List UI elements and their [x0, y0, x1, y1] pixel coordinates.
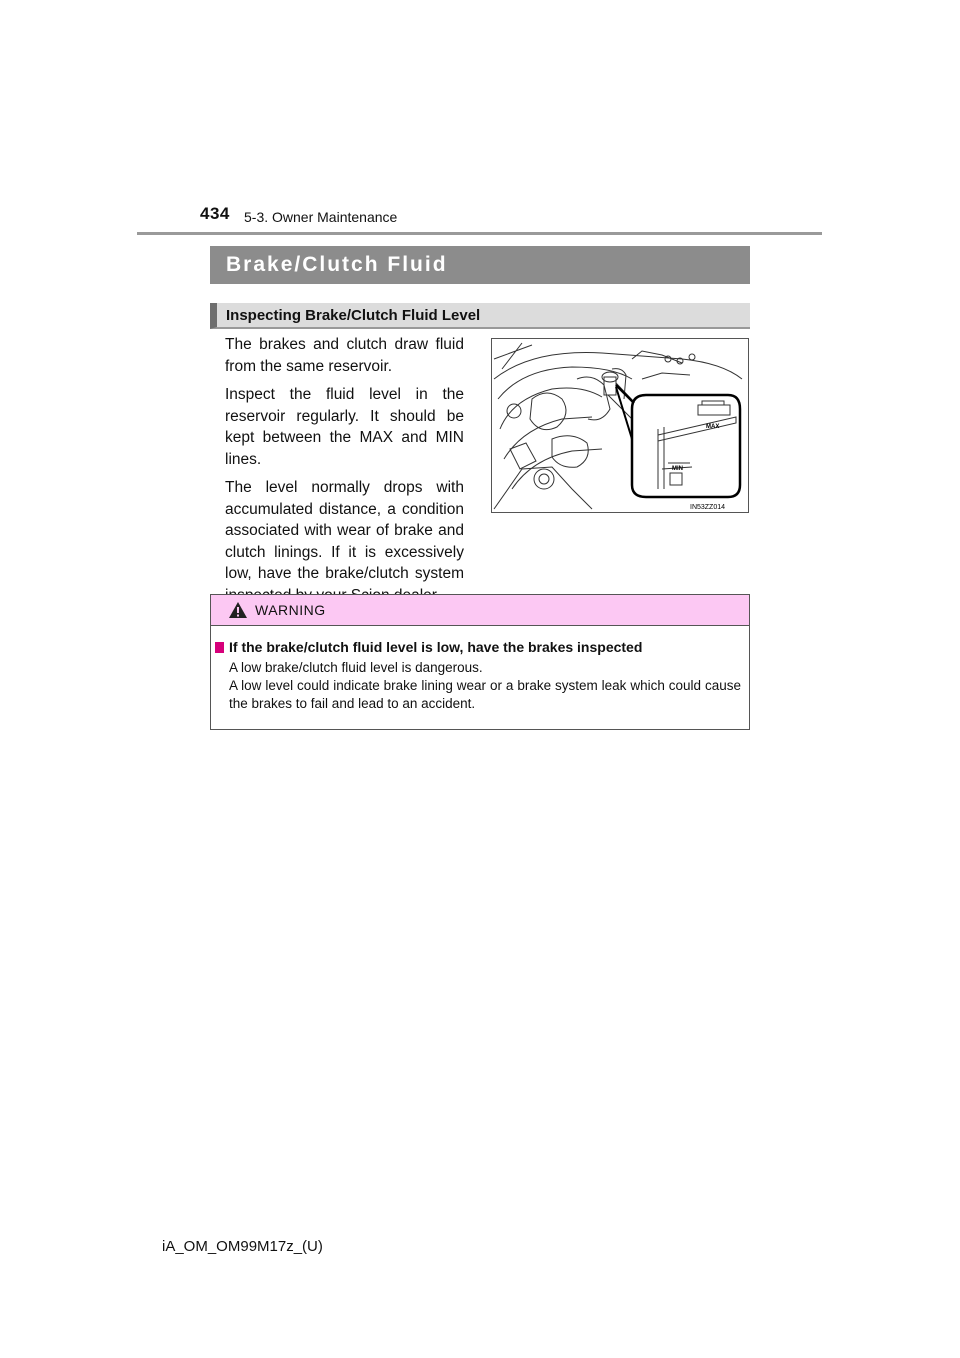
- body-paragraph: The level normally drops with accumulated distance, a condition associated with wear of brake and clutch linings. If it is excessively low, have the brake/clutch system: [225, 479, 464, 582]
- subsection-title: Inspecting Brake/Clutch Fluid Level: [226, 306, 481, 324]
- warning-header: [211, 595, 749, 626]
- warning-title: WARNING: [255, 602, 326, 618]
- body-paragraph: The brakes and clutch draw fluid from the same reservoir.: [225, 336, 464, 375]
- warning-body: [229, 659, 741, 713]
- body-text: [225, 334, 464, 613]
- warning-line: A low brake/clutch fluid level is dangerous.: [229, 660, 483, 675]
- header-rule: [137, 232, 822, 235]
- max-label: MAX: [706, 424, 720, 430]
- warning-heading: [215, 639, 642, 655]
- page-title: Brake/Clutch Fluid: [226, 253, 448, 276]
- footer-code: iA_OM_OM99M17z_(U): [162, 1238, 323, 1255]
- square-bullet-icon: [215, 642, 224, 653]
- warning-triangle-icon: [228, 601, 248, 619]
- page-number: 434: [200, 204, 230, 223]
- min-label: MIN: [672, 466, 683, 472]
- warning-heading-text: If the brake/clutch fluid level is low, have the brakes inspected: [229, 639, 643, 655]
- illustration-code: IN53ZZ014: [690, 504, 726, 511]
- subsection-bar: [210, 303, 750, 329]
- body-paragraph: Inspect the fluid level in the reservoir regularly. It should be kept between the MAX and MIN lines.: [225, 386, 464, 468]
- engine-illustration: [491, 338, 749, 513]
- section-label: 5-3. Owner Maintenance: [244, 209, 398, 225]
- warning-box: [210, 594, 750, 730]
- warning-line: A low level could indicate brake lining wear or a brake system leak which could cause the brakes to fail and lead to an accident.: [229, 678, 741, 711]
- engine-bay-drawing: [492, 339, 748, 512]
- title-bar: [210, 246, 750, 284]
